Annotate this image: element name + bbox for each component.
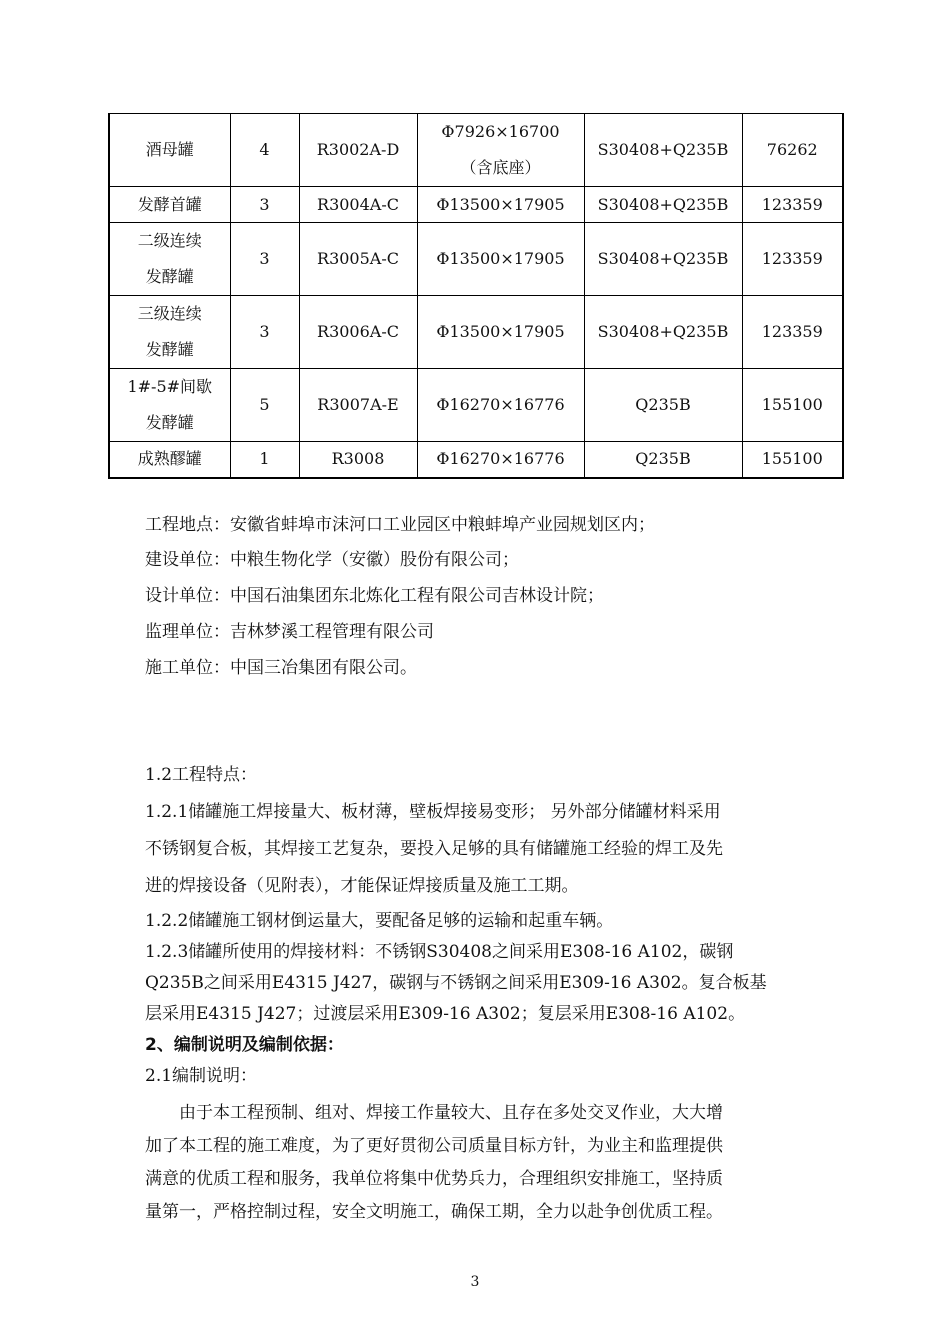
cell-material: Q235B [584,442,742,478]
body-line: 满意的优质工程和服务，我单位将集中优势兵力，合理组织安排施工，坚持质 [145,1169,723,1189]
cell-name: 二级连续 发酵罐 [109,223,230,296]
page-number: 3 [470,1274,480,1290]
cell-material: S30408+Q235B [584,114,742,187]
cell-material: S30408+Q235B [584,296,742,369]
cell-qty: 1 [230,442,299,478]
section-1-2 [145,757,805,905]
para-1-2-3-line: Q235B之间采用E4315 J427，碳钢与不锈钢之间采用E309-16 A302。复合板基 [145,973,767,993]
cell-weight: 155100 [742,442,843,478]
cell-code: R3006A-C [299,296,417,369]
cell-qty: 3 [230,296,299,369]
cell-weight: 123359 [742,296,843,369]
table-row [109,223,843,296]
cell-weight: 123359 [742,223,843,296]
table-row [109,369,843,442]
cell-qty: 3 [230,187,299,223]
section-1-2-cont [145,906,805,1092]
section-title: 1.2工程特点： [145,765,258,785]
contractor-unit: 施工单位：中国三冶集团有限公司。 [145,658,417,678]
table-row [109,296,843,369]
table-row [109,442,843,478]
supervision-unit: 监理单位：吉林梦溪工程管理有限公司 [145,622,434,642]
cell-size: Φ7926×16700 （含底座） [417,114,584,187]
cell-name: 成熟醪罐 [109,442,230,478]
section-2-1-title: 2.1编制说明： [145,1066,258,1086]
cell-material: S30408+Q235B [584,187,742,223]
para-1-2-2: 1.2.2储罐施工钢材倒运量大，要配备足够的运输和起重车辆。 [145,911,614,931]
cell-material: Q235B [584,369,742,442]
cell-qty: 3 [230,223,299,296]
project-location: 工程地点：安徽省蚌埠市沫河口工业园区中粮蚌埠产业园规划区内； [145,515,655,535]
cell-name: 三级连续 发酵罐 [109,296,230,369]
cell-code: R3002A-D [299,114,417,187]
cell-size: Φ13500×17905 [417,187,584,223]
cell-name: 发酵首罐 [109,187,230,223]
section-2-heading: 2、编制说明及编制依据： [145,1035,344,1055]
cell-name: 酒母罐 [109,114,230,187]
design-unit: 设计单位：中国石油集团东北炼化工程有限公司吉林设计院； [145,586,604,606]
body-line: 量第一，严格控制过程，安全文明施工，确保工期，全力以赴争创优质工程。 [145,1202,723,1222]
construction-unit: 建设单位：中粮生物化学（安徽）股份有限公司； [145,550,519,570]
table-row [109,114,843,187]
body-line: 由于本工程预制、组对、焊接工作量较大、且存在多处交叉作业，大大增 [179,1103,723,1123]
para-1-2-1-line: 进的焊接设备（见附表），才能保证焊接质量及施工工期。 [145,876,579,896]
cell-size: Φ13500×17905 [417,223,584,296]
cell-weight: 123359 [742,187,843,223]
cell-code: R3008 [299,442,417,478]
cell-weight: 155100 [742,369,843,442]
para-1-2-1-line: 不锈钢复合板，其焊接工艺复杂，要投入足够的具有储罐施工经验的焊工及先 [145,839,723,859]
cell-qty: 5 [230,369,299,442]
cell-size: Φ16270×16776 [417,442,584,478]
cell-weight: 76262 [742,114,843,187]
cell-size: Φ13500×17905 [417,296,584,369]
cell-code: R3007A-E [299,369,417,442]
body-line: 加了本工程的施工难度，为了更好贯彻公司质量目标方针，为业主和监理提供 [145,1136,723,1156]
cell-code: R3005A-C [299,223,417,296]
table-row [109,187,843,223]
cell-size: Φ16270×16776 [417,369,584,442]
para-1-2-3-line: 1.2.3储罐所使用的焊接材料：不锈钢S30408之间采用E308-16 A102，碳钢 [145,942,734,962]
cell-material: S30408+Q235B [584,223,742,296]
para-1-2-1-line: 1.2.1储罐施工焊接量大、板材薄，壁板焊接易变形； 另外部分储罐材料采用 [145,802,721,822]
para-1-2-3-line: 层采用E4315 J427；过渡层采用E309-16 A302；复层采用E308-16 A102。 [145,1004,746,1024]
cell-qty: 4 [230,114,299,187]
cell-name: 1#-5#间歇 发酵罐 [109,369,230,442]
tank-spec-table [108,113,844,479]
cell-code: R3004A-C [299,187,417,223]
section-2-1-body [145,1097,805,1229]
